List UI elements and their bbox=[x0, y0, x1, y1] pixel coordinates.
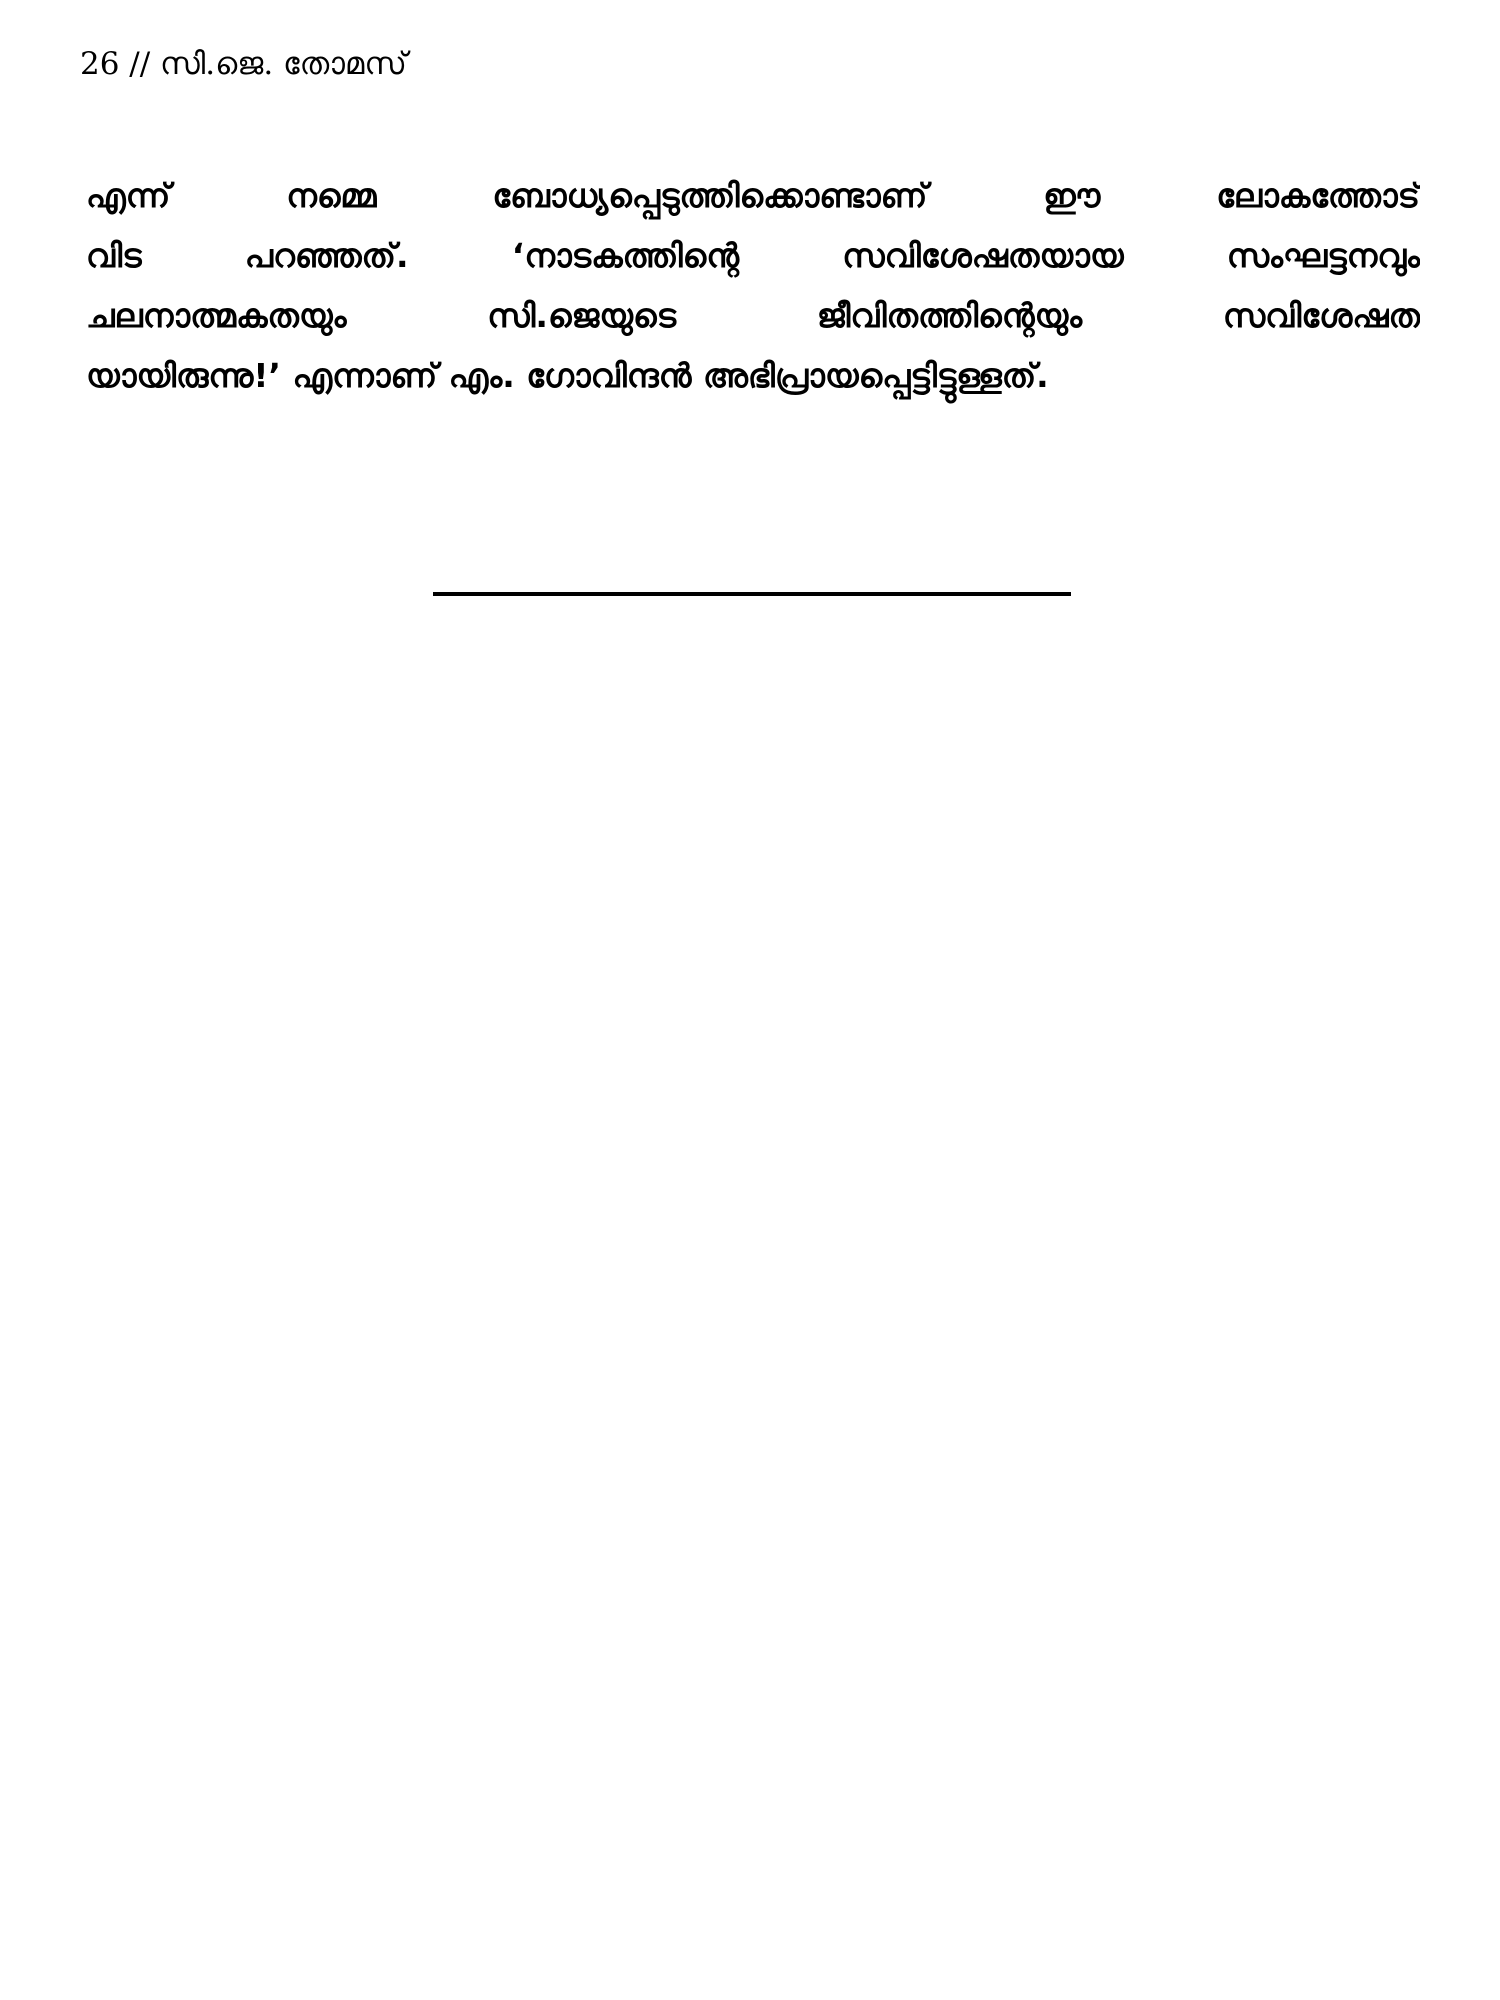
running-head: 26 // സി.ജെ. തോമസ് bbox=[80, 46, 407, 82]
body-paragraph bbox=[86, 166, 1420, 406]
paragraph-line-4: യായിരുന്നു!’ എന്നാണ് എം. ഗോവിന്ദൻ അഭിപ്രായപ്പെട്ടിട്ടുള്ളത്. bbox=[86, 356, 1049, 395]
paragraph-line-1: എന്ന് നമ്മെ ബോധ്യപ്പെടുത്തിക്കൊണ്ടാണ് ഈ ലോകത്തോട് bbox=[86, 176, 1420, 215]
section-end-rule bbox=[433, 592, 1071, 596]
paragraph-line-3: ചലനാത്മകതയും സി.ജെയുടെ ജീവിതത്തിന്റെയും സവിശേഷത bbox=[86, 296, 1420, 335]
paragraph-line-2: വിട പറഞ്ഞത്. ‘നാടകത്തിന്റെ സവിശേഷതയായ സംഘട്ടനവും bbox=[86, 236, 1420, 275]
